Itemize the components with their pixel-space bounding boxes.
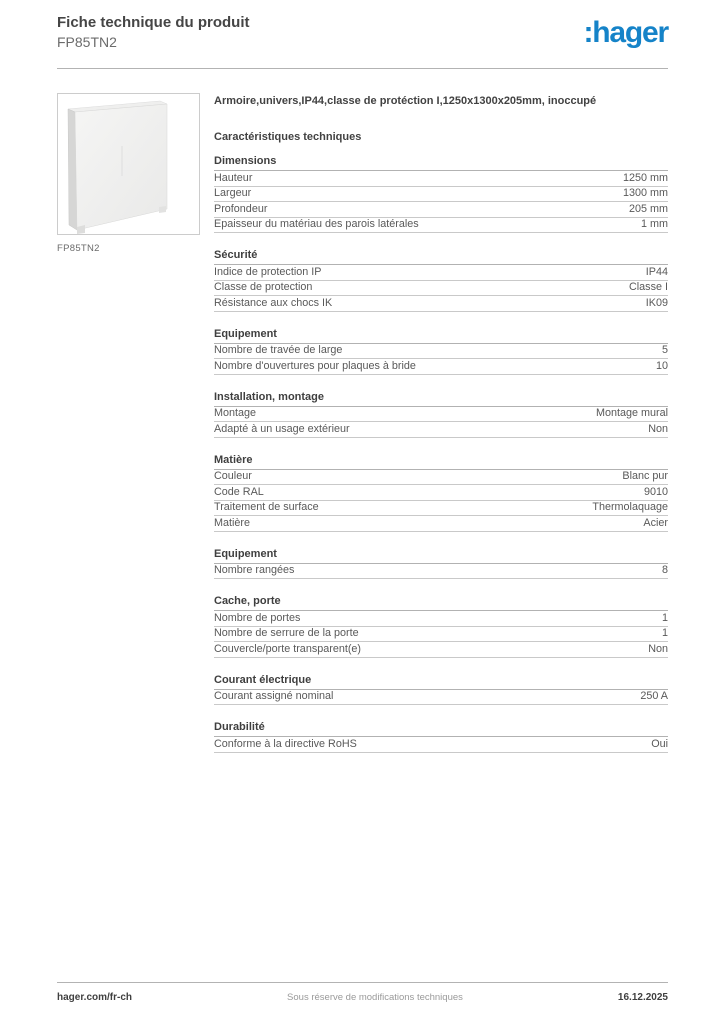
- section-courant: [214, 674, 668, 706]
- section-matiere: [214, 454, 668, 532]
- footer: [57, 992, 668, 1003]
- spec-label: Classe de protection: [214, 281, 313, 294]
- spec-label: Code RAL: [214, 485, 264, 498]
- section-title: Installation, montage: [214, 391, 668, 407]
- spec-value: 9010: [643, 485, 668, 498]
- spec-value: Montage mural: [595, 407, 668, 420]
- cabinet-illustration: [58, 94, 199, 234]
- spec-row: [214, 564, 668, 580]
- spec-label: Résistance aux chocs IK: [214, 296, 333, 309]
- page-title: Fiche technique du produit: [57, 14, 250, 31]
- hager-logo: :hager: [583, 16, 668, 49]
- characteristics-heading: Caractéristiques techniques: [214, 131, 362, 144]
- section-title: Sécurité: [214, 249, 668, 265]
- section-dimensions: [214, 155, 668, 233]
- spec-value: IP44: [645, 265, 668, 278]
- section-title: Dimensions: [214, 155, 668, 171]
- spec-row: [214, 642, 668, 658]
- product-image: [57, 93, 200, 235]
- spec-row: [214, 470, 668, 486]
- spec-row: [214, 407, 668, 423]
- product-code: FP85TN2: [57, 33, 117, 50]
- section-title: Durabilité: [214, 721, 668, 737]
- spec-row: [214, 218, 668, 234]
- spec-row: [214, 485, 668, 501]
- section-equipement-1: [214, 328, 668, 375]
- spec-value: Acier: [643, 516, 668, 529]
- header-divider: [57, 68, 668, 69]
- spec-value: Oui: [651, 737, 668, 750]
- spec-row: [214, 187, 668, 203]
- footer-divider: [57, 982, 668, 983]
- spec-row: [214, 737, 668, 753]
- section-cache-porte: [214, 595, 668, 658]
- spec-label: Nombre d'ouvertures pour plaques à bride: [214, 359, 416, 372]
- spec-label: Adapté à un usage extérieur: [214, 422, 350, 435]
- spec-row: [214, 359, 668, 375]
- spec-value: 5: [661, 344, 668, 357]
- spec-value: 1 mm: [641, 218, 668, 231]
- spec-value: IK09: [645, 296, 668, 309]
- section-title: Equipement: [214, 548, 668, 564]
- spec-label: Couleur: [214, 470, 252, 483]
- spec-value: Non: [648, 642, 668, 655]
- spec-label: Indice de protection IP: [214, 265, 322, 278]
- product-description: Armoire,univers,IP44,classe de protéction I,1250x1300x205mm, inoccupé: [214, 95, 597, 107]
- header: [57, 14, 668, 51]
- spec-row: [214, 171, 668, 187]
- spec-value: 250 A: [640, 690, 668, 703]
- product-image-column: [57, 93, 201, 254]
- spec-label: Montage: [214, 407, 257, 420]
- spec-label: Largeur: [214, 187, 252, 200]
- spec-row: [214, 296, 668, 312]
- footer-website: hager.com/fr-ch: [57, 992, 133, 1003]
- spec-value: Non: [648, 422, 668, 435]
- spec-value: 1250 mm: [622, 171, 668, 184]
- spec-row: [214, 690, 668, 706]
- section-title: Cache, porte: [214, 595, 668, 611]
- spec-row: [214, 501, 668, 517]
- spec-label: Matière: [214, 516, 251, 529]
- spec-row: [214, 344, 668, 360]
- content: [57, 93, 668, 753]
- spec-value: 1300 mm: [622, 187, 668, 200]
- spec-label: Courant assigné nominal: [214, 690, 334, 703]
- section-title: Courant électrique: [214, 674, 668, 690]
- spec-row: [214, 422, 668, 438]
- product-image-caption: FP85TN2: [57, 243, 100, 254]
- spec-value: 1: [661, 627, 668, 640]
- spec-row: [214, 281, 668, 297]
- header-titles: [57, 14, 250, 51]
- footer-disclaimer: Sous réserve de modifications techniques: [287, 992, 463, 1003]
- section-title: Equipement: [214, 328, 668, 344]
- spec-row: [214, 202, 668, 218]
- spec-label: Hauteur: [214, 171, 253, 184]
- spec-label: Couvercle/porte transparent(e): [214, 642, 362, 655]
- spec-label: Epaisseur du matériau des parois latérales: [214, 218, 419, 231]
- spec-value: 205 mm: [628, 202, 668, 215]
- spec-value: 8: [661, 564, 668, 577]
- spec-label: Nombre de serrure de la porte: [214, 627, 359, 640]
- spec-row: [214, 611, 668, 627]
- spec-value: Classe I: [628, 281, 668, 294]
- section-durabilite: [214, 721, 668, 753]
- spec-row: [214, 627, 668, 643]
- section-title: Matière: [214, 454, 668, 470]
- spec-label: Nombre rangées: [214, 564, 295, 577]
- spec-row: [214, 516, 668, 532]
- footer-date: 16.12.2025: [617, 992, 668, 1003]
- spec-row: [214, 265, 668, 281]
- spec-value: 10: [655, 359, 668, 372]
- spec-label: Conforme à la directive RoHS: [214, 737, 357, 750]
- spec-label: Nombre de portes: [214, 611, 301, 624]
- section-installation: [214, 391, 668, 438]
- section-equipement-2: [214, 548, 668, 580]
- spec-value: 1: [661, 611, 668, 624]
- section-securite: [214, 249, 668, 312]
- spec-label: Traitement de surface: [214, 501, 319, 514]
- spec-label: Nombre de travée de large: [214, 344, 343, 357]
- spec-column: [214, 93, 668, 753]
- spec-value: Thermolaquage: [592, 501, 668, 514]
- spec-label: Profondeur: [214, 202, 268, 215]
- spec-value: Blanc pur: [622, 470, 668, 483]
